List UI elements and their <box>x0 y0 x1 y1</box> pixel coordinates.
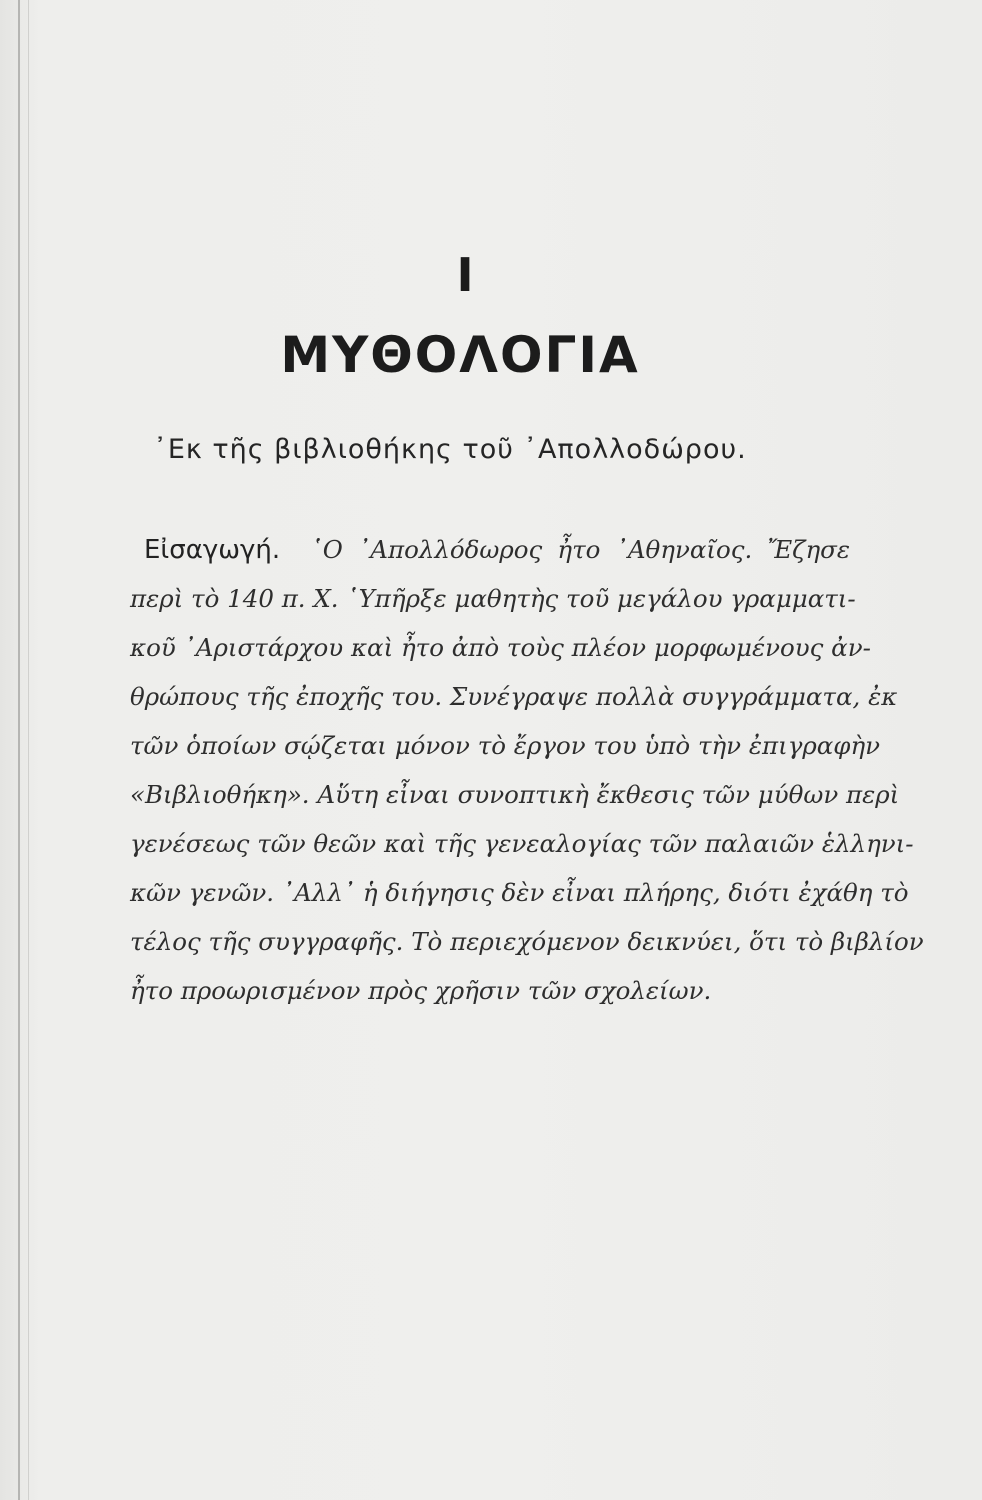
body-paragraph <box>130 525 924 1015</box>
paragraph-line: κοῦ ᾿Αριστάρχου καὶ ἦτο ἀπὸ τοὺς πλέον μορφωμένους ἀν- <box>130 633 871 662</box>
paragraph-line: θρώπους τῆς ἐποχῆς του. Συνέγραψε πολλὰ συγγράμματα, ἐκ <box>130 682 898 711</box>
paragraph-line: περὶ τὸ 140 π. Χ. ῾Υπῆρξε μαθητὴς τοῦ μεγάλου γραμματι- <box>130 584 856 613</box>
paragraph-line: τέλος τῆς συγγραφῆς. Τὸ περιεχόμενον δεικνύει, ὅτι τὸ βιβλίον <box>130 927 924 956</box>
source-heading: ᾿Εκ τῆς βιβλιοθήκης τοῦ ᾿Απολλοδώρου. <box>153 434 747 465</box>
paragraph-line: γενέσεως τῶν θεῶν καὶ τῆς γενεαλογίας τῶν παλαιῶν ἑλληνι- <box>130 829 914 858</box>
paragraph-line: τῶν ὁποίων σῴζεται μόνον τὸ ἔργον του ὑπὸ τὴν ἐπιγραφὴν <box>130 731 881 760</box>
paragraph-line <box>130 525 850 574</box>
binding-edge <box>18 0 20 1500</box>
paragraph-line-last: ἦτο προωρισμένον πρὸς χρῆσιν τῶν σχολείων. <box>130 976 712 1005</box>
chapter-title: ΜΥΘΟΛΟΓΙΑ <box>280 326 640 384</box>
chapter-number: I <box>456 248 474 302</box>
binding-edge-inner <box>28 0 29 1500</box>
paragraph-line: «Βιβλιοθήκη». Αὕτη εἶναι συνοπτικὴ ἔκθεσις τῶν μύθων περὶ <box>130 780 900 809</box>
paragraph-line: κῶν γενῶν. ᾿Αλλ᾿ ἡ διήγησις δὲν εἶναι πλήρης, διότι ἐχάθη τὸ <box>130 878 909 907</box>
paragraph-lead: Εἰσαγωγή. <box>144 535 281 565</box>
line-text: ῾Ο ᾿Απολλόδωρος ἦτο ᾿Αθηναῖος. Ἔζησε <box>310 535 850 564</box>
